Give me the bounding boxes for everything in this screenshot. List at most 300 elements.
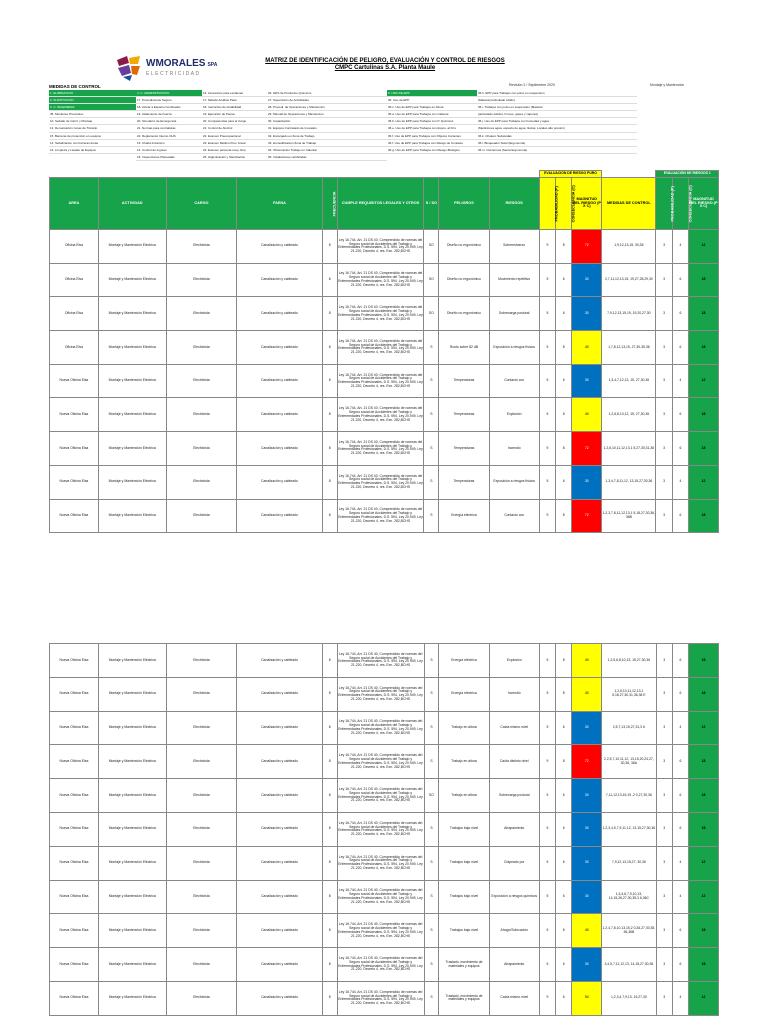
cell-p: 5 <box>539 465 555 499</box>
cell-p: 9 <box>539 981 555 1015</box>
column-header-cargo: CARGO <box>166 178 237 230</box>
cell-area: Nueva Oficina Elsa <box>50 711 99 745</box>
column-header-medidas: MEDIDAS DE CONTROL <box>602 178 656 230</box>
control-measure-item: 21. Control de Alcohol <box>202 125 267 132</box>
cell-pel: Trabajos bajo nivel <box>439 812 489 846</box>
cell-cargo: Electricista <box>166 432 237 466</box>
cell-act: Montaje y Mantención Eléctrica <box>98 745 166 779</box>
cell-act: Montaje y Mantención Eléctrica <box>98 331 166 365</box>
cell-m2: 18 <box>689 812 719 846</box>
cell-cargo: Electricista <box>166 644 237 678</box>
cell-act: Montaje y Mantención Eléctrica <box>98 644 166 678</box>
cell-pel: Temperaturas <box>439 465 489 499</box>
cell-sso: S <box>424 745 439 779</box>
cell-act: Montaje y Mantención Eléctrica <box>98 398 166 432</box>
cell-p: 5 <box>539 297 555 331</box>
cell-p: 5 <box>539 948 555 982</box>
table-row <box>50 711 719 745</box>
cell-cargo: Electricista <box>166 364 237 398</box>
cell-act: Montaje y Mantención Eléctrica <box>98 465 166 499</box>
cell-sso: S <box>424 644 439 678</box>
cell-m: 30 <box>572 711 602 745</box>
cell-m2: 18 <box>689 398 719 432</box>
cell-area: Nueva Oficina Elsa <box>50 948 99 982</box>
cell-p2: 3 <box>656 263 672 297</box>
cell-m: 72 <box>572 432 602 466</box>
control-measure-item: (Material particulado sólido) <box>477 97 637 104</box>
cell-m: 30 <box>572 812 602 846</box>
legal-requirements-cell: Ley 16.744, Art. 21 DS 40, Comprendido de normas del Seguro social de Accidentes del Trabajo y Enfermedades Profesionales, D.S. 594, Ley 20.949, Ley 21.220, Decreto 4, res. Exn. 282,BCHS <box>337 465 424 499</box>
cell-faena: Canalización y cableado <box>237 779 322 813</box>
eval-pure-group-header: EVALUACIÓN DE RIESGO PURO <box>539 171 601 178</box>
cell-med: 1,2,6,8,10,12, 15, 27,30,36 <box>602 398 656 432</box>
cell-cargo: Electricista <box>166 981 237 1015</box>
cell-c2: 6 <box>672 745 688 779</box>
cell-m: 30 <box>572 297 602 331</box>
cell-p2: 3 <box>656 812 672 846</box>
control-measure-item: 17. Método Análisis Pasó <box>202 97 267 104</box>
cell-faena: Canalización y cableado <box>237 364 322 398</box>
cell-ries: Incendio <box>489 677 539 711</box>
cell-frec: 8 <box>322 465 337 499</box>
cell-m2: 12 <box>689 880 719 914</box>
cell-frec: 8 <box>322 745 337 779</box>
control-measure-item: 16. Limpieza y Lavado de Equipos <box>49 147 136 154</box>
cell-pel: Trabajos bajo nivel <box>439 914 489 948</box>
cell-p: 5 <box>539 711 555 745</box>
cell-cargo: Electricista <box>166 880 237 914</box>
cell-act: Montaje y Mantención Eléctrica <box>98 948 166 982</box>
cell-area: Nueva Oficina Elsa <box>50 779 99 813</box>
cell-sso: SO <box>424 779 439 813</box>
cell-m2: 18 <box>689 499 719 533</box>
cell-sso: S <box>424 914 439 948</box>
cell-p2: 3 <box>656 331 672 365</box>
legal-requirements-cell: Ley 16.744, Art. 21 DS 40, Comprendido de normas del Seguro social de Accidentes del Trabajo y Enfermedades Profesionales, D.S. 594, Ley 20.949, Ley 21.220, Decreto 4, res. Exn. 282,BCHS <box>337 364 424 398</box>
cell-p: 5 <box>539 263 555 297</box>
cell-act: Montaje y Mantención Eléctrica <box>98 432 166 466</box>
cell-cargo: Electricista <box>166 677 237 711</box>
cell-c: 6 <box>556 779 572 813</box>
table-row <box>50 297 719 331</box>
control-measure-item: 14. Señalización con barreras duras <box>49 140 136 147</box>
cell-area: Oficina Elsa <box>50 297 99 331</box>
cell-frec: 8 <box>322 711 337 745</box>
cell-p: 9 <box>539 432 555 466</box>
legal-requirements-cell: Ley 16.744, Art. 21 DS 40, Comprendido de normas del Seguro social de Accidentes del Trabajo y Enfermedades Profesionales, D.S. 594, Ley 20.949, Ley 21.220, Decreto 4, res. Exn. 282,BCHS <box>337 880 424 914</box>
cell-ries: Explosión <box>489 398 539 432</box>
cell-c2: 4 <box>672 711 688 745</box>
control-measure-item: 10. Señalar de Carril. y Montaje <box>49 118 136 125</box>
cell-pel: Temperaturas <box>439 432 489 466</box>
control-measures-column <box>49 90 136 161</box>
control-measure-item: 31. Equipos Contratado de Inocados <box>267 125 387 132</box>
document-header <box>0 0 768 88</box>
control-measure-item: 36.j. Uso de EPP para Trabajos con humedad y agua <box>477 118 637 125</box>
cell-m2: 18 <box>689 948 719 982</box>
cell-med: 1,2,6,10,11,12,13,1 5,18,27,30,31,36,36 E <box>602 677 656 711</box>
control-measure-item: 34. Observación Trabajo en Calentar <box>267 147 387 154</box>
cell-m2: 18 <box>689 331 719 365</box>
cell-p2: 3 <box>656 981 672 1015</box>
cell-ries: Ahogo/Sofocación <box>489 914 539 948</box>
cell-frec: 8 <box>322 364 337 398</box>
cell-m2: 12 <box>689 981 719 1015</box>
control-measure-item: 22. Reglamento Interno OHS <box>136 133 202 140</box>
table-row <box>50 914 719 948</box>
cell-m2: 12 <box>689 846 719 880</box>
cell-c: 8 <box>556 677 572 711</box>
cell-pel: Temperaturas <box>439 398 489 432</box>
cell-c: 8 <box>556 432 572 466</box>
cell-cargo: Electricista <box>166 331 237 365</box>
cell-m2: 18 <box>689 914 719 948</box>
cell-cargo: Electricista <box>166 745 237 779</box>
cell-m: 40 <box>572 914 602 948</box>
cell-p2: 3 <box>656 297 672 331</box>
cell-act: Montaje y Mantención Eléctrica <box>98 880 166 914</box>
cell-faena: Canalización y cableado <box>237 745 322 779</box>
table-row <box>50 465 719 499</box>
cell-faena: Canalización y cableado <box>237 432 322 466</box>
cell-frec: 8 <box>322 948 337 982</box>
cell-c: 6 <box>556 364 572 398</box>
control-measure-item: 24. Examen personal ocup. Exp. <box>202 147 267 154</box>
cell-p2: 3 <box>656 846 672 880</box>
control-measure-item: 19. Aislamiento de Fuerza <box>136 111 202 118</box>
cell-m: 30 <box>572 465 602 499</box>
cell-med: 1,2,4,7,8,10,13,15,2 0,26,27,30,35, 36,36B <box>602 914 656 948</box>
cell-ries: Caída mismo nivel <box>489 711 539 745</box>
cell-c: 6 <box>556 711 572 745</box>
cell-med: 1,3,4,6,7,9,10,13, 14,15,26,27,30,35,3 6,36C <box>602 880 656 914</box>
cell-pel: Energía eléctrica <box>439 677 489 711</box>
cell-frec: 8 <box>322 914 337 948</box>
table-row <box>50 812 719 846</box>
cell-med: 1,3,4,7,8,11,12, 13,15,27,30,36 <box>602 465 656 499</box>
control-measure-item: 35. Instalaciones certificadas <box>267 154 387 161</box>
control-measure-item: 25. Higienización y Sanitización <box>202 154 267 161</box>
cell-cargo: Electricista <box>166 230 237 264</box>
cell-cargo: Electricista <box>166 948 237 982</box>
legal-requirements-cell: Ley 16.744, Art. 21 DS 40, Comprendido de normas del Seguro social de Accidentes del Trabajo y Enfermedades Profesionales, D.S. 594, Ley 20.949, Ley 21.220, Decreto 4, res. Exn. 282,BCHS <box>337 398 424 432</box>
control-measure-item: 29. Manual de Operaciones y Mantención <box>267 111 387 118</box>
control-measure-item: 15. Inspecciones Planeadas <box>136 154 202 161</box>
cell-c2: 6 <box>672 812 688 846</box>
cell-act: Montaje y Mantención Eléctrica <box>98 499 166 533</box>
control-measure-item: 13. Charla Inducción <box>136 140 202 147</box>
cell-p: 5 <box>539 880 555 914</box>
control-measure-item: 27. Supervisión de Actividades <box>267 97 387 104</box>
cell-p: 9 <box>539 230 555 264</box>
cell-sso: SO <box>424 263 439 297</box>
cell-faena: Canalización y cableado <box>237 331 322 365</box>
table-row <box>50 499 719 533</box>
control-measure-item: 1. ELIMINACION <box>49 90 136 97</box>
cell-p: 5 <box>539 398 555 432</box>
cell-ries: Atrapamiento <box>489 948 539 982</box>
cell-sso: S <box>424 364 439 398</box>
cell-p2: 3 <box>656 914 672 948</box>
cell-faena: Canalización y cableado <box>237 812 322 846</box>
cell-c2: 6 <box>672 398 688 432</box>
cell-c: 6 <box>556 880 572 914</box>
cell-c2: 6 <box>672 499 688 533</box>
table-row <box>50 981 719 1015</box>
cell-ries: Sobrecarga postural <box>489 297 539 331</box>
control-measure-item: 19. Ejecución de Pausa <box>202 111 267 118</box>
control-measure-item: 13. Demarcación zonas de Tránsito <box>49 125 136 132</box>
table-row <box>50 745 719 779</box>
cell-c2: 6 <box>672 914 688 948</box>
control-measure-item: 30. Capacitación <box>267 118 387 125</box>
cell-ries: Exposición a riesgos químicos <box>489 880 539 914</box>
cell-med: 1,2,3,7,8,11,12,13,1 5,18,27,30,36, 36B <box>602 499 656 533</box>
control-measure-item: 33. Humedificación Zona de Trabajo <box>267 140 387 147</box>
cell-area: Nueva Oficina Elsa <box>50 981 99 1015</box>
control-measure-item: 16. Accesorios para escaleras <box>202 90 267 97</box>
cell-m2: 18 <box>689 263 719 297</box>
cell-med: 1,2,5,6,8,10,13, 15,27,30,36 <box>602 644 656 678</box>
legal-requirements-cell: Ley 16.744, Art. 21 DS 40, Comprendido de normas del Seguro social de Accidentes del Trabajo y Enfermedades Profesionales, D.S. 594, Ley 20.949, Ley 21.220, Decreto 4, res. Exn. 282,BCHS <box>337 499 424 533</box>
control-measure-item: 36.l. Bloqueador Solar (Ergonomía) <box>477 140 637 147</box>
cell-area: Nueva Oficina Elsa <box>50 745 99 779</box>
cell-c2: 6 <box>672 297 688 331</box>
cell-p2: 3 <box>656 432 672 466</box>
control-measure-item: 36.h. EPP para Trabajos con polvo en suspensión <box>477 90 637 97</box>
cell-pel: Traslado, movimiento de materiales y equipos <box>439 948 489 982</box>
control-measure-item: 36.b. Uso de EPP para Trabajos con P. Químicos <box>387 118 477 125</box>
cell-c: 6 <box>556 263 572 297</box>
cell-p: 5 <box>539 644 555 678</box>
cell-pel: Ruido sobre 82 dB <box>439 331 489 365</box>
cell-p: 9 <box>539 499 555 533</box>
cell-m2: 12 <box>689 230 719 264</box>
control-measure-item: 36.k. Chaleco Salvavidas <box>477 133 637 140</box>
control-measure-item: 4. C. ADMINISTRATIVO <box>136 90 202 97</box>
cell-c2: 6 <box>672 432 688 466</box>
cell-p2: 3 <box>656 779 672 813</box>
cell-p2: 3 <box>656 880 672 914</box>
cell-pel: Energía eléctrica <box>439 499 489 533</box>
control-measure-item: 5. USO DE EPP <box>387 90 477 97</box>
cell-frec: 8 <box>322 981 337 1015</box>
legal-requirements-cell: Ley 16.744, Art. 21 DS 40, Comprendido de normas del Seguro social de Accidentes del Trabajo y Enfermedades Profesionales, D.S. 594, Ley 20.949, Ley 21.220, Decreto 4, res. Exn. 282,BCHS <box>337 981 424 1015</box>
cell-m2: 12 <box>689 465 719 499</box>
cell-med: 3,4,5,7,11,12,13, 14,15,27,30,36 <box>602 948 656 982</box>
control-measure-item: 22. Examen Preocupacional <box>202 133 267 140</box>
cell-m2: 12 <box>689 711 719 745</box>
cell-cargo: Electricista <box>166 263 237 297</box>
cell-p2: 3 <box>656 499 672 533</box>
table-row <box>50 331 719 365</box>
cell-act: Montaje y Mantención Eléctrica <box>98 711 166 745</box>
cell-frec: 8 <box>322 644 337 678</box>
table-row <box>50 398 719 432</box>
cell-pel: Trabajos bajo nivel <box>439 880 489 914</box>
cell-p2: 3 <box>656 711 672 745</box>
column-header-area: AREA <box>50 178 99 230</box>
cell-m2: 18 <box>689 297 719 331</box>
cell-cargo: Electricista <box>166 812 237 846</box>
cell-m: 72 <box>572 745 602 779</box>
cell-faena: Canalización y cableado <box>237 677 322 711</box>
cell-c2: 6 <box>672 948 688 982</box>
cell-area: Nueva Oficina Elsa <box>50 499 99 533</box>
cell-sso: S <box>424 331 439 365</box>
cell-c2: 4 <box>672 364 688 398</box>
control-measure-item: 36.a. Uso de EPP para Trabajos con Caliente <box>387 111 477 118</box>
cell-m: 40 <box>572 331 602 365</box>
risk-matrix-table-1 <box>49 170 719 533</box>
cell-pel: Traslado, movimiento de materiales y equipos <box>439 981 489 1015</box>
control-measure-item: (Mediciones agua, espacio de agua, lluvias, Locales alto presión) <box>477 125 637 132</box>
cell-frec: 8 <box>322 398 337 432</box>
cell-m: 72 <box>572 499 602 533</box>
control-measure-item: 2. SUSTITUCION <box>49 97 136 104</box>
control-measure-item: 14. Control de Ingreso <box>136 147 202 154</box>
cell-cargo: Electricista <box>166 465 237 499</box>
cell-c2: 4 <box>672 981 688 1015</box>
cell-area: Nueva Oficina Elsa <box>50 398 99 432</box>
risk-matrix-table-2 <box>49 643 719 1016</box>
cell-ries: Golpeado por <box>489 846 539 880</box>
column-header-frecuencia: FRECUENCIA <box>322 178 337 230</box>
control-measure-item: 15. Barreras de protección en equipos <box>49 133 136 140</box>
cell-area: Nueva Oficina Elsa <box>50 812 99 846</box>
cell-act: Montaje y Mantención Eléctrica <box>98 364 166 398</box>
cell-frec: 8 <box>322 846 337 880</box>
control-measure-item: 3. C. INGENIERIA <box>49 104 136 111</box>
column-header-peligros: PELIGROS <box>439 178 489 230</box>
cell-pel: Trabajo en altura <box>439 711 489 745</box>
cell-faena: Canalización y cableado <box>237 880 322 914</box>
revision-label: Revisión 2 / Septiembre 2020 <box>509 83 555 87</box>
cell-c2: 6 <box>672 644 688 678</box>
cell-pel: Trabajo en altura <box>439 745 489 779</box>
column-header-probabilidad2: PROBABILIDAD (P) <box>656 178 672 230</box>
cell-frec: 8 <box>322 677 337 711</box>
cell-faena: Canalización y cableado <box>237 711 322 745</box>
cell-act: Montaje y Mantención Eléctrica <box>98 846 166 880</box>
control-measure-item: 20. Competencias para el Cargo <box>202 118 267 125</box>
control-measure-item: 18. Actuar a Espacio Confinados <box>136 104 202 111</box>
legal-requirements-cell: Ley 16.744, Art. 21 DS 40, Comprendido de normas del Seguro social de Accidentes del Trabajo y Enfermedades Profesionales, D.S. 594, Ley 20.949, Ley 21.220, Decreto 4, res. Exn. 282,BCHS <box>337 644 424 678</box>
cell-sso: S <box>424 981 439 1015</box>
cell-p: 5 <box>539 677 555 711</box>
cell-area: Oficina Elsa <box>50 331 99 365</box>
legal-requirements-cell: Ley 16.744, Art. 21 DS 40, Comprendido de normas del Seguro social de Accidentes del Trabajo y Enfermedades Profesionales, D.S. 594, Ley 20.949, Ley 21.220, Decreto 4, res. Exn. 282,BCHS <box>337 331 424 365</box>
cell-c: 6 <box>556 297 572 331</box>
cell-area: Nueva Oficina Elsa <box>50 432 99 466</box>
table-row <box>50 948 719 982</box>
column-header-riesgos: RIESGOS <box>489 178 539 230</box>
cell-sso: S <box>424 948 439 982</box>
cell-ries: Incendio <box>489 432 539 466</box>
cell-cargo: Electricista <box>166 297 237 331</box>
cell-med: 1,2,6,10,11,12,13,1 5,27,30,31,36 <box>602 432 656 466</box>
cell-sso: S <box>424 499 439 533</box>
table-row <box>50 230 719 264</box>
legal-requirements-cell: Ley 16.744, Art. 21 DS 40, Comprendido de normas del Seguro social de Accidentes del Trabajo y Enfermedades Profesionales, D.S. 594, Ley 20.949, Ley 21.220, Decreto 4, res. Exn. 282,BCHS <box>337 745 424 779</box>
cell-p2: 3 <box>656 465 672 499</box>
cell-pel: Energía eléctrica <box>439 644 489 678</box>
cell-p2: 3 <box>656 745 672 779</box>
cell-ries: Sobrecarga postural <box>489 779 539 813</box>
cell-area: Nueva Oficina Elsa <box>50 880 99 914</box>
legal-requirements-cell: Ley 16.744, Art. 21 DS 40, Comprendido de normas del Seguro social de Accidentes del Trabajo y Enfermedades Profesionales, D.S. 594, Ley 20.949, Ley 21.220, Decreto 4, res. Exn. 282,BCHS <box>337 432 424 466</box>
legal-requirements-cell: Ley 16.744, Art. 21 DS 40, Comprendido de normas del Seguro social de Accidentes del Trabajo y Enfermedades Profesionales, D.S. 594, Ley 20.949, Ley 21.220, Decreto 4, res. Exn. 282,BCHS <box>337 677 424 711</box>
cell-faena: Canalización y cableado <box>237 263 322 297</box>
table-row <box>50 432 719 466</box>
cell-med: 7,9,12,13,15,27, 30,36 <box>602 846 656 880</box>
cell-ries: Movimiento repetitivo <box>489 263 539 297</box>
cell-c: 8 <box>556 745 572 779</box>
column-header-faena: FAENA <box>237 178 322 230</box>
cell-area: Oficina Elsa <box>50 230 99 264</box>
cell-m: 40 <box>572 398 602 432</box>
cell-m: 40 <box>572 644 602 678</box>
table-row <box>50 263 719 297</box>
cell-pel: Diseño no ergonómico <box>439 297 489 331</box>
cell-pel: Diseño no ergonómico <box>439 230 489 264</box>
control-measure-item: 36.m. Cubrenuca (Senta Ergonomía) <box>477 147 637 154</box>
cell-m: 30 <box>572 948 602 982</box>
control-measure-item: 28. Procedi. de Operaciones y Mantención <box>267 104 387 111</box>
cell-faena: Canalización y cableado <box>237 644 322 678</box>
table-row <box>50 846 719 880</box>
cell-faena: Canalización y cableado <box>237 297 322 331</box>
control-measure-item: 36.c. Uso de EPP para Trabajos en Altura <box>387 104 477 111</box>
table-row <box>50 364 719 398</box>
cell-faena: Canalización y cableado <box>237 499 322 533</box>
cell-c2: 4 <box>672 465 688 499</box>
cell-ries: Explosión <box>489 644 539 678</box>
column-header-s-so: S / SO <box>424 178 439 230</box>
cell-med: 1,2,3,4,7,9,13, 15,27,30 <box>602 981 656 1015</box>
cell-p: 5 <box>539 331 555 365</box>
control-measures-column <box>267 90 387 161</box>
cell-sso: S <box>424 880 439 914</box>
cell-ries: Contacto con <box>489 499 539 533</box>
cell-p2: 3 <box>656 230 672 264</box>
cell-pel: Diseño no ergonómico <box>439 263 489 297</box>
cell-p: 5 <box>539 364 555 398</box>
cell-act: Montaje y Mantención Eléctrica <box>98 981 166 1015</box>
cell-act: Montaje y Mantención Eléctrica <box>98 230 166 264</box>
cell-p: 5 <box>539 914 555 948</box>
control-measure-item: 36.i. Trabajos con polvo en suspensión (Material <box>477 104 637 111</box>
legal-requirements-cell: Ley 16.744, Art. 21 DS 40, Comprendido de normas del Seguro social de Accidentes del Trabajo y Enfermedades Profesionales, D.S. 594, Ley 20.949, Ley 21.220, Decreto 4, res. Exn. 282,BCHS <box>337 779 424 813</box>
cell-area: Nueva Oficina Elsa <box>50 644 99 678</box>
column-header-cumple: CUMPLE REQUISITOS LEGALES Y OTROS <box>337 178 424 230</box>
cell-med: 7,9,12,13,15,19, 19,20,27,30 <box>602 297 656 331</box>
cell-c2: 6 <box>672 677 688 711</box>
cell-c: 8 <box>556 230 572 264</box>
eval-risk-group-header: EVALUACIÓN DE RIESGOS 1 <box>656 171 719 178</box>
cell-c: 6 <box>556 981 572 1015</box>
cell-med: 7,11,12,13,15,19 ,2 0,27,30,36 <box>602 779 656 813</box>
cell-act: Montaje y Mantención Eléctrica <box>98 779 166 813</box>
cell-cargo: Electricista <box>166 711 237 745</box>
cell-m: 30 <box>572 779 602 813</box>
work-type-label: Montaje y Mantención <box>650 83 685 87</box>
cell-c2: 4 <box>672 230 688 264</box>
cell-p: 9 <box>539 745 555 779</box>
cell-p2: 3 <box>656 364 672 398</box>
control-measures-column <box>477 90 637 161</box>
legal-requirements-cell: Ley 16.744, Art. 21 DS 40, Comprendido de normas del Seguro social de Accidentes del Trabajo y Enfermedades Profesionales, D.S. 594, Ley 20.949, Ley 21.220, Decreto 4, res. Exn. 282,BCHS <box>337 230 424 264</box>
